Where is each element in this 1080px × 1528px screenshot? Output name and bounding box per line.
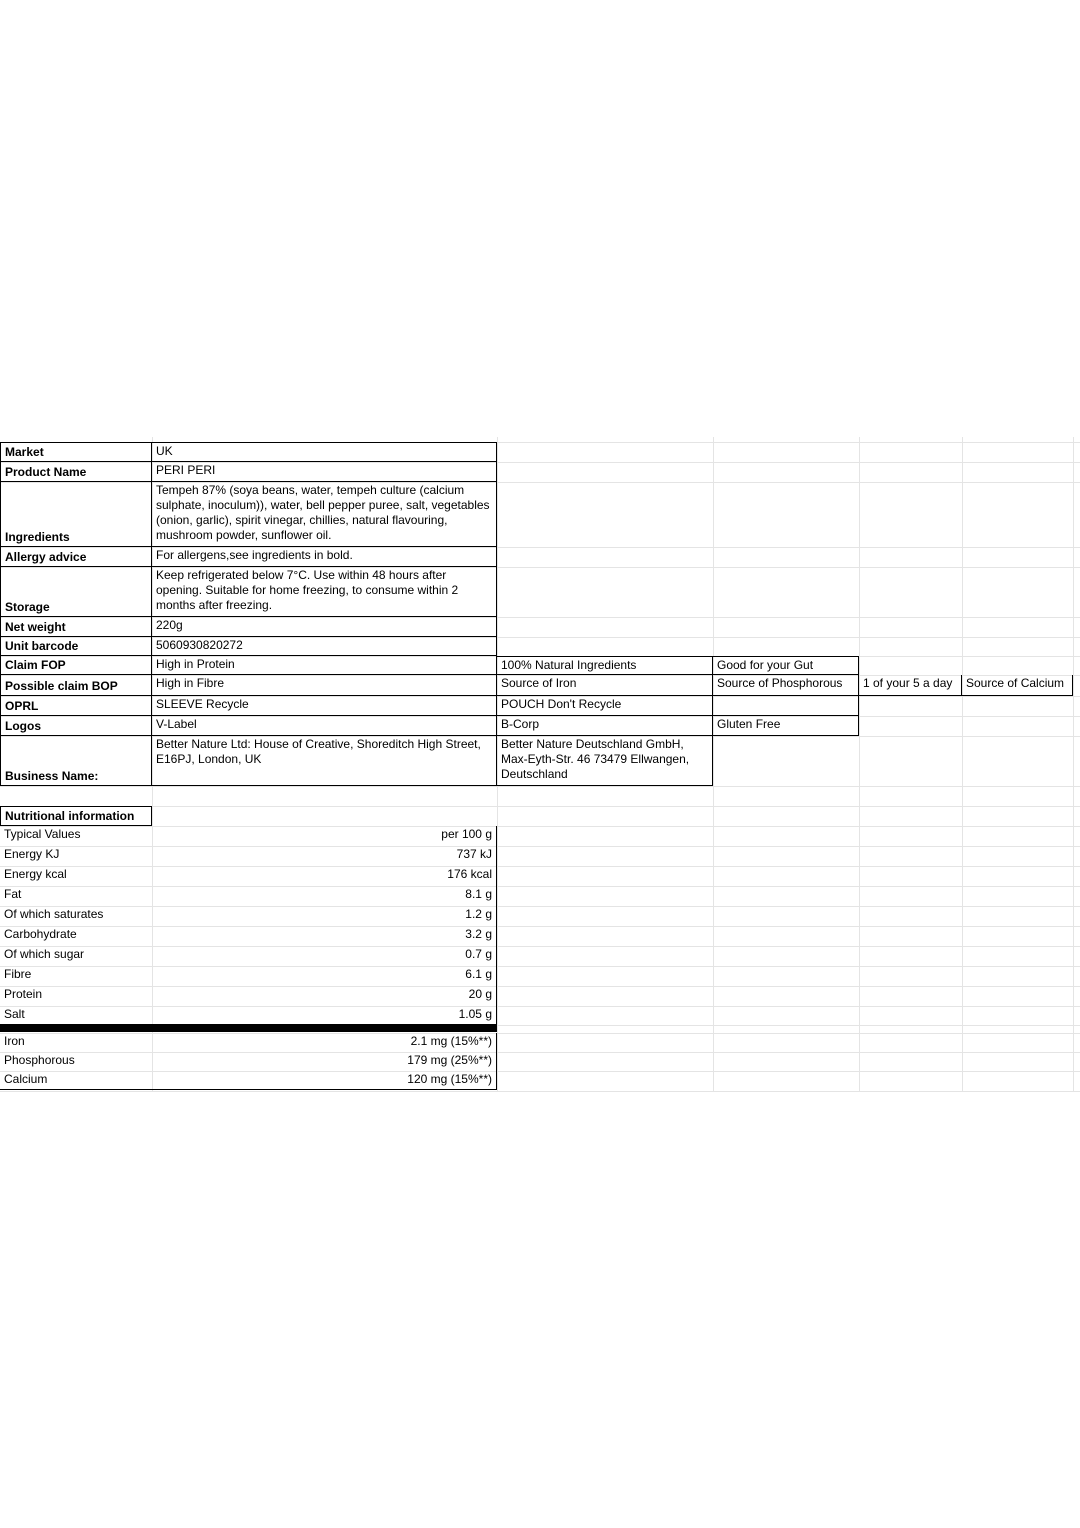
nutrition-row-label: Fibre bbox=[4, 967, 32, 981]
spec-value: 220g bbox=[152, 617, 497, 637]
mineral-label: Calcium bbox=[0, 1071, 152, 1090]
nutrition-row-value: 6.1 g bbox=[152, 966, 497, 986]
spec-value: Tempeh 87% (soya beans, water, tempeh culture (calcium sulphate, inoculum)), water, bell pepper puree, salt, vegetables (onion, garlic), spirit vinegar, chillies, natural flavouring, mushroom powder, sunflower oil. bbox=[152, 482, 497, 547]
nutrition-row-label: Of which sugar bbox=[4, 947, 85, 961]
nutrition-row-label: Carbohydrate bbox=[4, 927, 77, 941]
spec-value: For allergens,see ingredients in bold. bbox=[152, 547, 497, 567]
spec-label: Product Name bbox=[0, 462, 152, 482]
mineral-value: 2.1 mg (15%**) bbox=[152, 1033, 497, 1052]
claim-cell: Source of Phosphorous bbox=[713, 675, 859, 696]
business-label: Business Name: bbox=[0, 736, 152, 786]
nutrition-row-value: 1.2 g bbox=[152, 906, 497, 926]
nutrition-row-value: 1.05 g bbox=[152, 1006, 497, 1026]
gridline-vertical bbox=[713, 437, 714, 1091]
business-de-address: Better Nature Deutschland GmbH, Max-Eyth-Str. 46 73479 Ellwangen, Deutschland bbox=[497, 736, 713, 786]
claim-label: OPRL bbox=[0, 696, 152, 716]
spec-label: Net weight bbox=[0, 617, 152, 637]
nutrition-header-value: per 100 g bbox=[152, 826, 497, 846]
nutrition-title: Nutritional information bbox=[0, 806, 152, 826]
nutrition-row-label: Salt bbox=[4, 1007, 25, 1021]
claim-cell: Source of Iron bbox=[497, 675, 713, 696]
claim-cell: 1 of your 5 a day bbox=[859, 675, 962, 696]
gridline-vertical bbox=[962, 437, 963, 1091]
claim-cell-empty bbox=[713, 696, 859, 716]
nutrition-row-label: Protein bbox=[4, 987, 43, 1001]
claim-label: Claim FOP bbox=[0, 656, 152, 675]
nutrition-row-value: 176 kcal bbox=[152, 866, 497, 886]
claim-label: Possible claim BOP bbox=[0, 675, 152, 696]
gridline-vertical bbox=[1073, 437, 1074, 1091]
nutrition-row-label: Fat bbox=[4, 887, 22, 901]
nutrition-row-value: 8.1 g bbox=[152, 886, 497, 906]
spec-label: Market bbox=[0, 442, 152, 462]
gridline-horizontal bbox=[0, 1091, 1080, 1092]
nutrition-header-label: Typical Values bbox=[4, 827, 81, 841]
gridline-vertical bbox=[859, 437, 860, 1091]
nutrition-divider bbox=[0, 1024, 497, 1032]
claim-cell: POUCH Don't Recycle bbox=[497, 696, 713, 716]
spec-value: 5060930820272 bbox=[152, 637, 497, 656]
nutrition-row-value: 20 g bbox=[152, 986, 497, 1006]
spec-label: Ingredients bbox=[0, 482, 152, 547]
claim-cell: Good for your Gut bbox=[713, 656, 859, 675]
claim-cell: 100% Natural Ingredients bbox=[497, 656, 713, 675]
nutrition-row-label: Energy kcal bbox=[4, 867, 67, 881]
claim-cell: High in Protein bbox=[152, 656, 497, 675]
spec-label: Storage bbox=[0, 567, 152, 617]
claim-cell: Gluten Free bbox=[713, 716, 859, 736]
business-uk-address: Better Nature Ltd: House of Creative, Shoreditch High Street, E16PJ, London, UK bbox=[152, 736, 497, 786]
nutrition-row-label: Energy KJ bbox=[4, 847, 60, 861]
gridline-horizontal bbox=[0, 806, 1080, 807]
claim-cell: Source of Calcium bbox=[962, 675, 1073, 696]
mineral-value: 179 mg (25%**) bbox=[152, 1052, 497, 1071]
mineral-value: 120 mg (15%**) bbox=[152, 1071, 497, 1090]
spec-value: UK bbox=[152, 442, 497, 462]
spec-value: PERI PERI bbox=[152, 462, 497, 482]
nutrition-row-value: 0.7 g bbox=[152, 946, 497, 966]
claim-cell: High in Fibre bbox=[152, 675, 497, 696]
nutrition-row-value: 3.2 g bbox=[152, 926, 497, 946]
mineral-label: Iron bbox=[4, 1034, 25, 1048]
claim-cell: V-Label bbox=[152, 716, 497, 736]
gridline-horizontal bbox=[0, 786, 1080, 787]
spec-label: Unit barcode bbox=[0, 637, 152, 656]
claim-label: Logos bbox=[0, 716, 152, 736]
claim-cell: SLEEVE Recycle bbox=[152, 696, 497, 716]
spec-label: Allergy advice bbox=[0, 547, 152, 567]
spec-value: Keep refrigerated below 7°C. Use within 48 hours after opening. Suitable for home freezing, to consume within 2 months after freezing. bbox=[152, 567, 497, 617]
nutrition-row-value: 737 kJ bbox=[152, 846, 497, 866]
mineral-label: Phosphorous bbox=[4, 1053, 75, 1067]
nutrition-row-label: Of which saturates bbox=[4, 907, 104, 921]
claim-cell: B-Corp bbox=[497, 716, 713, 736]
